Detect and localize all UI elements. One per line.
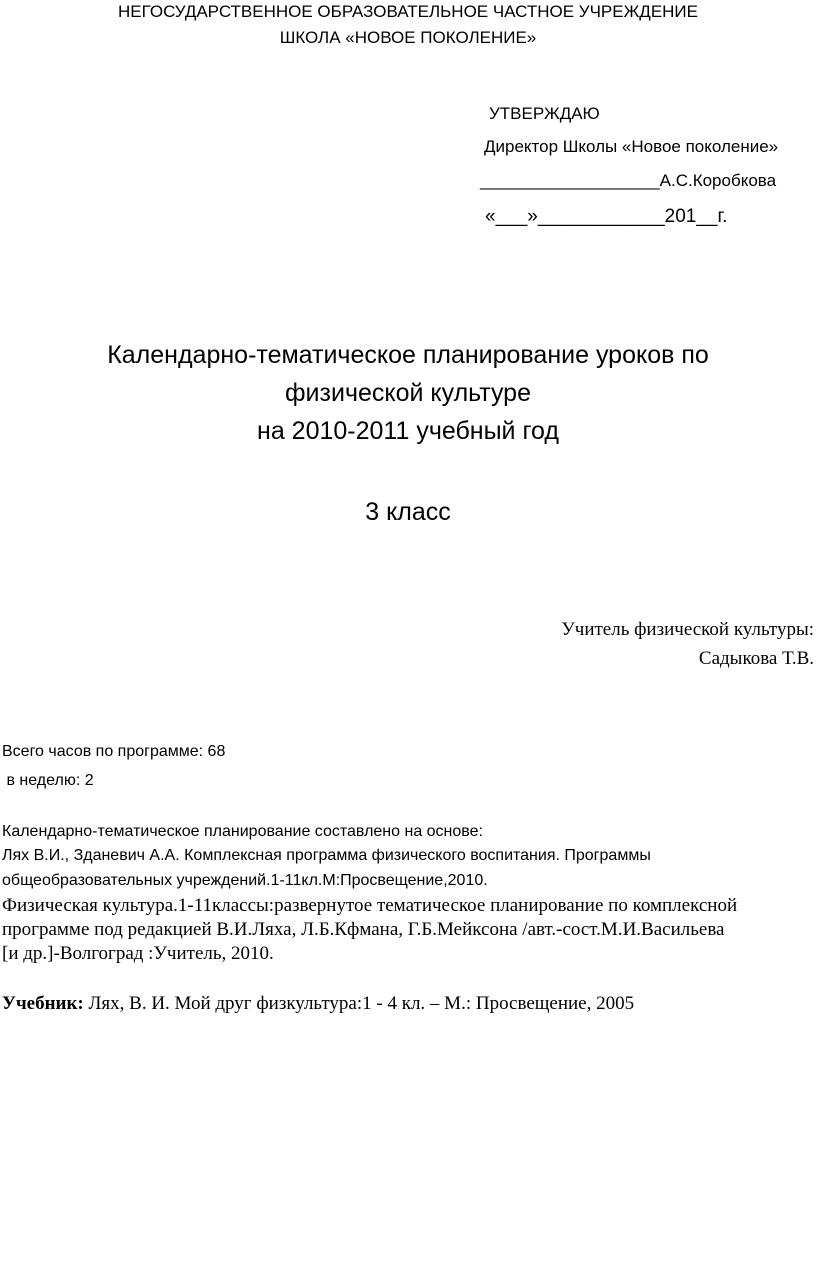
teacher-name: Садыкова Т.В. <box>698 648 814 669</box>
teacher-role: Учитель физической культуры: <box>561 619 814 640</box>
organization-name-line-1: НЕГОСУДАРСТВЕННОЕ ОБРАЗОВАТЕЛЬНОЕ ЧАСТНОЕ УЧРЕЖДЕНИЕ <box>117 2 698 21</box>
basis-source-2-line-3: [и др.]-Волгоград :Учитель, 2010. <box>2 943 274 964</box>
basis-source-1-line-1: Лях В.И., Зданевич А.А. Комплексная программа физического воспитания. Программы <box>2 847 651 864</box>
document-title-line-2: физической культуре <box>284 379 531 407</box>
basis-intro: Календарно-тематическое планирование составлено на основе: <box>2 823 483 840</box>
basis-source-2-line-2: программе под редакцией В.И.Ляха, Л.Б.Кфмана, Г.Б.Мейксона /авт.-сост.М.И.Васильева <box>2 919 725 940</box>
approval-date-line: «___»____________201__г. <box>485 206 728 227</box>
textbook-label: Учебник: <box>2 993 84 1014</box>
grade-label: 3 класс <box>365 498 451 526</box>
organization-name-line-2: ШКОЛА «НОВОЕ ПОКОЛЕНИЕ» <box>279 28 537 47</box>
weekly-hours: в неделю: 2 <box>2 772 94 789</box>
approval-title: УТВЕРЖДАЮ <box>489 104 600 123</box>
approval-position: Директор Школы «Новое поколение» <box>484 137 779 156</box>
textbook-reference: Лях, В. И. Мой друг физкультура:1 - 4 кл. – М.: Просвещение, 2005 <box>83 993 635 1014</box>
basis-source-1-line-2: общеобразовательных учреждений.1-11кл.М:Просвещение,2010. <box>2 872 488 889</box>
textbook-line <box>2 993 634 1015</box>
total-hours: Всего часов по программе: 68 <box>2 743 226 760</box>
document-title-line-1: Календарно-тематическое планирование уроков по <box>107 341 709 369</box>
document-title-line-3: на 2010-2011 учебный год <box>257 417 559 445</box>
approval-signature-line: ___________________А.С.Коробкова <box>480 171 777 190</box>
basis-source-2-line-1: Физическая культура.1-11классы:развернутое тематическое планирование по комплексной <box>2 895 738 916</box>
